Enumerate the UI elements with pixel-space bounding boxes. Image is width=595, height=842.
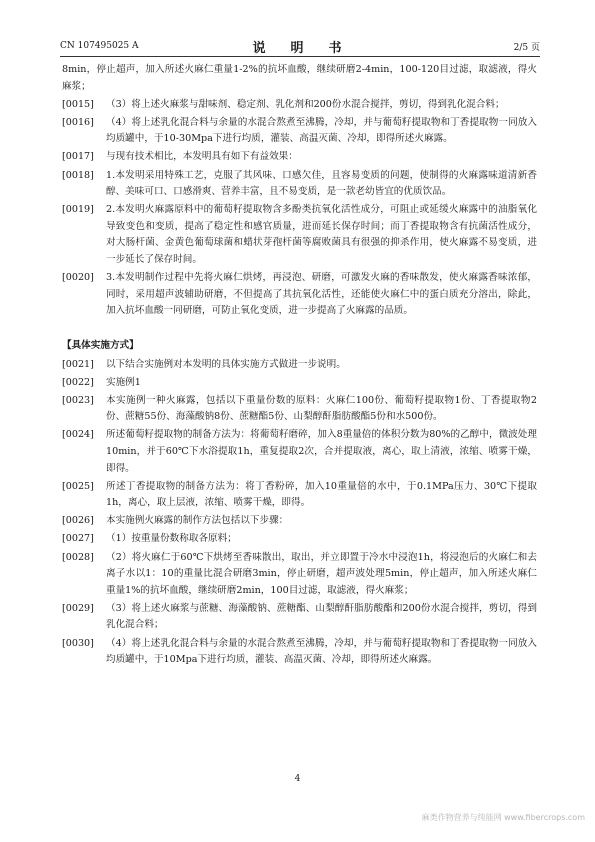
- paragraph-number: [0019]: [62, 204, 94, 216]
- page-number: 4: [294, 774, 301, 784]
- paragraph-number: [0029]: [62, 602, 94, 614]
- paragraph-number: [0018]: [62, 169, 94, 181]
- document-title: 说 明 书: [252, 40, 348, 56]
- paragraph: [62, 357, 537, 374]
- paragraph: [62, 636, 537, 669]
- paragraph-number: [0016]: [62, 116, 94, 128]
- paragraph-text: 本实施例一种火麻露，包括以下重量份数的原料：火麻仁100份、葡萄籽提取物1份、丁香提取物2份、蔗糖55份、海藻酸钠8份、蔗糖酯5份、山梨醇酐脂肪酸酯5份和水500份。: [106, 394, 537, 423]
- paragraph: [62, 270, 537, 320]
- paragraph: [62, 202, 537, 268]
- continued-paragraph: 8min，停止超声，加入所述火麻仁重量1-2%的抗坏血酸，继续研磨2-4min，100-120目过滤，取滤液，得火麻浆；: [62, 64, 537, 92]
- header-rule: [60, 56, 540, 57]
- watermark: 麻类作物营养与纯能网 www.fibercrops.com: [421, 813, 585, 822]
- paragraph: [62, 513, 537, 530]
- paragraph-text: 所述丁香提取物的制备方法为：将丁香粉碎，加入10重量倍的水中，于0.1MPa压力、30℃下提取1h，离心，取上层液，浓缩、喷雾干燥，即得。: [106, 480, 537, 509]
- paragraph: [62, 375, 537, 392]
- paragraph-number: [0026]: [62, 515, 94, 527]
- paragraph-text: 所述葡萄籽提取物的制备方法为：将葡萄籽磨碎，加入8重量倍的体积分数为80%的乙醇中，微波处理10min，并于60℃下水浴提取1h，重复提取2次，合并提取液，离心，取上清液，浓缩、喷雾干燥，即得。: [106, 429, 537, 474]
- paragraph-text: 本实施例火麻露的制作方法包括以下步骤：: [106, 515, 289, 527]
- paragraph: [62, 427, 537, 477]
- paragraph-text: 3.本发明制作过程中先将火麻仁烘烤，再浸泡、研磨，可激发火麻的香味散发，使火麻露香味浓郁，同时，采用超声波辅助研磨，不但提高了其抗氧化活性，还能使火麻仁中的蛋白质充分溶出，除此，加入抗坏血酸一同研磨，可防止氧化变质，进一步提高了火麻露的品质。: [106, 272, 537, 317]
- paragraph-number: [0017]: [62, 151, 94, 163]
- paragraph-text: （3）将上述火麻浆与蔗糖、海藻酸钠、蔗糖酯、山梨醇酐脂肪酸酯和200份水混合搅拌，剪切，得到乳化混合料；: [106, 602, 537, 631]
- paragraph: [62, 168, 537, 201]
- paragraph-number: [0024]: [62, 429, 94, 441]
- paragraph-text: （4）将上述乳化混合料与余量的水混合熬煮至沸腾，冷却，并与葡萄籽提取物和丁香提取物一同放入均质罐中，于10-30Mpa下进行均质，灌装、高温灭菌、冷却，即得所述火麻露。: [106, 116, 537, 145]
- paragraph: [62, 479, 537, 512]
- paragraph-text: 1.本发明采用特殊工艺，克服了其风味、口感欠佳，且容易变质的问题，使制得的火麻露味道清新香醇、美味可口、口感滑爽、营养丰富，且不易变质，是一款老幼皆宜的优质饮品。: [106, 169, 537, 198]
- paragraph-number: [0022]: [62, 376, 94, 388]
- paragraph: [62, 97, 537, 114]
- page-indicator: 2/5 页: [513, 42, 540, 53]
- paragraph: [62, 601, 537, 634]
- paragraph-number: [0025]: [62, 480, 94, 492]
- paragraph-number: [0028]: [62, 551, 94, 563]
- paragraph-number: [0015]: [62, 98, 94, 110]
- section-heading: 【具体实施方式】: [62, 339, 139, 351]
- paragraph-list-top: [62, 97, 537, 320]
- paragraph-text: 与现有技术相比，本发明具有如下有益效果：: [106, 151, 298, 163]
- paragraph-list-bottom: [62, 357, 537, 669]
- paragraph-number: [0020]: [62, 272, 94, 284]
- paragraph-text: （2）将火麻仁于60℃下烘烤至香味散出，取出，并立即置于冷水中浸泡1h，将浸泡后的火麻仁和去离子水以1：10的重量比混合研磨3min，停止研磨，超声波处理5min，停止超声，加入所述火麻仁重量1%的抗坏血酸，继续研磨2min，100目过滤，取滤液，得火麻浆；: [106, 551, 537, 596]
- paragraph-number: [0030]: [62, 637, 94, 649]
- paragraph-text: 实施例1: [106, 376, 141, 388]
- paragraph: [62, 115, 537, 148]
- patent-number: CN 107495025 A: [60, 41, 139, 51]
- page-header: [60, 38, 540, 54]
- paragraph-text: 2.本发明火麻露原料中的葡萄籽提取物含多酚类抗氧化活性成分，可阻止或延缓火麻露中的油脂氧化导致变色和变质，提高了稳定性和感官质量，进而延长保存时间；而丁香提取物含有抗菌活性成分，对大肠杆菌、金黄色葡萄球菌和蜡状芽孢杆菌等腐败菌具有很强的抑杀作用，使火麻露不易变质，进一步延长了保存时间。: [106, 204, 537, 266]
- paragraph-text: 以下结合实施例对本发明的具体实施方式做进一步说明。: [106, 358, 346, 370]
- paragraph: [62, 149, 537, 166]
- paragraph-text: （1）按重量份数称取各原料；: [106, 533, 237, 545]
- paragraph-number: [0027]: [62, 533, 94, 545]
- paragraph-number: [0021]: [62, 358, 94, 370]
- paragraph-number: [0023]: [62, 394, 94, 406]
- paragraph: [62, 550, 537, 600]
- paragraph: [62, 531, 537, 548]
- document-body: [62, 62, 537, 670]
- paragraph-text: （3）将上述火麻浆与甜味剂、稳定剂、乳化剂和200份水混合搅拌，剪切，得到乳化混合料；: [106, 98, 505, 110]
- paragraph-text: （4）将上述乳化混合料与余量的水混合熬煮至沸腾，冷却，并与葡萄籽提取物和丁香提取物一同放入均质罐中，于10Mpa下进行均质，灌装、高温灭菌、冷却，即得所述火麻露。: [106, 637, 537, 666]
- paragraph: [62, 393, 537, 426]
